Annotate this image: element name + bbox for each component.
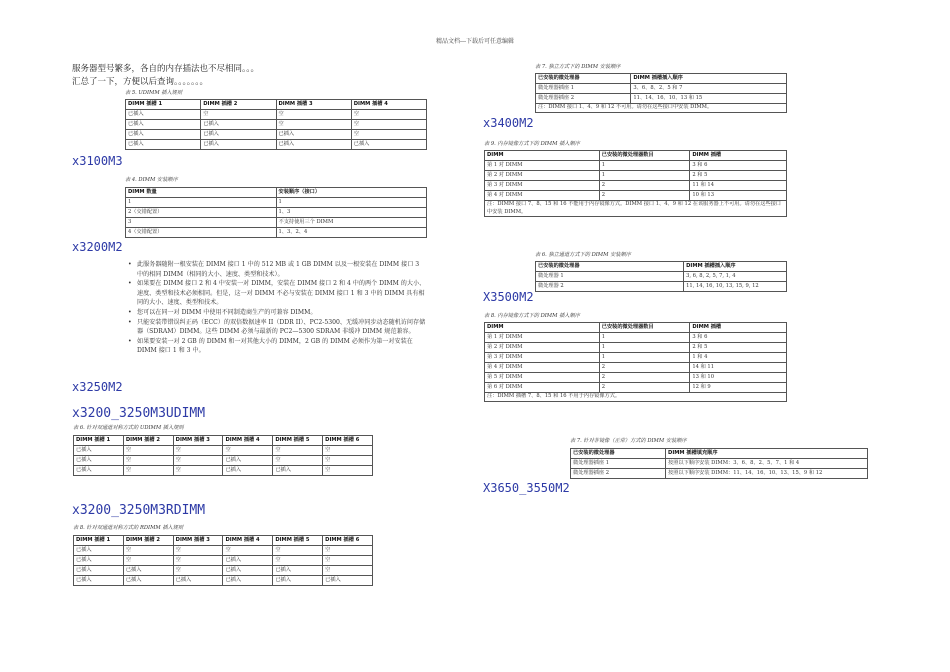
table-cell: 2	[599, 191, 690, 201]
table-cell: 空	[173, 546, 223, 556]
table-row	[126, 120, 427, 130]
independent-channel-order-table	[535, 261, 787, 292]
table-row	[536, 94, 787, 104]
table-cell: 2	[599, 373, 690, 383]
table-row	[485, 171, 787, 181]
table-cell: 空	[273, 546, 323, 556]
table-cell: 空	[273, 446, 323, 456]
table-cell: 1、3	[276, 208, 427, 218]
table-header-row	[126, 188, 427, 198]
table-cell: 第 6 对 DIMM	[485, 383, 600, 393]
section-title-udimm: x3200_3250M3UDIMM	[72, 406, 206, 421]
table-header-row	[485, 323, 787, 333]
table9-caption: 表 9. 内存镜像方式下的 DIMM 插入顺序	[484, 141, 580, 147]
table-cell: 空	[323, 466, 373, 476]
table-cell: 空	[323, 546, 373, 556]
table-cell: 已插入	[223, 456, 273, 466]
table-cell: 已插入	[273, 576, 323, 586]
table-cell: 已插入	[74, 556, 124, 566]
table-header-row	[485, 151, 787, 161]
table-row	[485, 161, 787, 171]
table-cell: 11, 14, 16, 10, 13, 15, 9, 12	[684, 282, 787, 292]
table-header-cell: DIMM 插槽 1	[126, 100, 201, 110]
table-header-cell: DIMM 插槽 2	[123, 536, 173, 546]
table-header-cell: DIMM 插槽	[690, 151, 787, 161]
table-row	[126, 110, 427, 120]
table-cell: 已插入	[323, 576, 373, 586]
table-cell: 空	[173, 556, 223, 566]
note-bullet: • 只能安装带错误纠正码（ECC）的双倍数据速率 II（DDR II）、PC2-5300、无缓冲同步动态随机访问存储器（SDRAM）DIMM。这些 DIMM 必须与最新的 PC2—5300 SDRAM 非缓冲 DIMM 规范兼容。	[128, 318, 426, 337]
table-cell: 空	[123, 466, 173, 476]
table-cell: 空	[351, 130, 426, 140]
non-mirroring-order-table	[570, 448, 868, 479]
table-cell: 第 4 对 DIMM	[485, 191, 600, 201]
table-cell: 3 和 6	[690, 161, 787, 171]
table-cell: 已插入	[74, 456, 124, 466]
table-cell: 3、6、8、2、5 和 7	[631, 84, 787, 94]
table-row	[74, 546, 373, 556]
table-header-cell: DIMM 插槽 6	[323, 536, 373, 546]
table7c-caption: 表 7. 针对非镜像（正常）方式的 DIMM 安装顺序	[570, 438, 687, 444]
table-row	[485, 373, 787, 383]
table-header-row	[536, 74, 787, 84]
table-header-cell: DIMM 插槽 3	[276, 100, 351, 110]
table-row	[485, 333, 787, 343]
table-cell: 空	[223, 446, 273, 456]
table6-caption: 表 6. 针对双通道对称方式的 UDIMM 插入规则	[73, 425, 184, 431]
table-row	[74, 466, 373, 476]
table-cell: 按照以下顺序安装 DIMM：11、14、16、10、13、15、9 和 12	[666, 469, 868, 479]
table-cell: 14 和 11	[690, 363, 787, 373]
table-row	[485, 191, 787, 201]
table-header-cell: DIMM	[485, 323, 600, 333]
table-cell: 1	[276, 198, 427, 208]
table-cell: 空	[351, 120, 426, 130]
table7-caption: 表 7. 独立方式下的 DIMM 安装顺序	[535, 64, 621, 70]
page-header: 精品文档---下载后可任意编辑	[435, 38, 515, 45]
dimm-install-order-table	[125, 187, 427, 238]
model-label-x3100: x3100M3	[72, 154, 123, 168]
table-header-cell: 已安装的微处理器数目	[599, 151, 690, 161]
table-cell: 已插入	[273, 466, 323, 476]
table-cell: 已插入	[126, 140, 201, 150]
table-cell: 已插入	[201, 130, 276, 140]
model-label-x3250: x3250M2	[72, 380, 123, 394]
table-cell: 已插入	[74, 546, 124, 556]
model-label-x3500: X3500M2	[483, 290, 534, 304]
table-cell: 已插入	[273, 566, 323, 576]
table-header-row	[74, 536, 373, 546]
table-cell: 微处理器插座 1	[536, 84, 631, 94]
note-bullet: • 如果要在 DIMM 接口 2 和 4 中安装一对 DIMM，安装在 DIMM 接口 2 和 4 中的两个 DIMM 的大小、速度、类型和技术必须相同。但是，这一对 DIMM 不必与安装在 DIMM 接口 1 和 3 中的 DIMM 具有相同的大小、速度、类型和技术。	[128, 279, 426, 308]
table-cell: 1、3、2、4	[276, 228, 427, 238]
table-row	[485, 383, 787, 393]
note-bullet: • 如果要安装一对 2 GB 的 DIMM 和一对其他大小的 DIMM，2 GB 的 DIMM 必须作为第一对安装在 DIMM 接口 1 和 3 中。	[128, 337, 426, 356]
table-cell: 空	[173, 446, 223, 456]
table-cell: 第 3 对 DIMM	[485, 181, 600, 191]
independent-mode-order-table	[535, 73, 787, 113]
table-cell: 已插入	[126, 130, 201, 140]
table-header-cell: DIMM 插槽 5	[273, 536, 323, 546]
table-row	[485, 353, 787, 363]
table-header-cell: DIMM 插槽 1	[74, 436, 124, 446]
table8-rdimm-caption: 表 8. 针对双通道对称方式的 RDIMM 插入规则	[73, 525, 184, 531]
table-header-cell: DIMM 插槽 4	[223, 536, 273, 546]
table-cell: 12 和 9	[690, 383, 787, 393]
table-cell: 第 3 对 DIMM	[485, 353, 600, 363]
table-header-cell: DIMM 插槽插入顺序	[684, 262, 787, 272]
table-header-cell: DIMM 插槽 4	[351, 100, 426, 110]
table-cell: 第 1 对 DIMM	[485, 161, 600, 171]
table-cell: 3 和 6	[690, 333, 787, 343]
table-header-cell: 安装顺序（接口）	[276, 188, 427, 198]
table-header-cell: DIMM 插槽 2	[201, 100, 276, 110]
table-row	[536, 84, 787, 94]
table-cell: 已插入	[123, 576, 173, 586]
table-note: 注：DIMM 接口 7、8、15 和 16 不能用于内存镜像方式。DIMM 接口 1、4、9 和 12 在该服务器上不可用。请勿在这些接口中安装 DIMM。	[485, 201, 787, 217]
table-cell: 第 2 对 DIMM	[485, 171, 600, 181]
table-cell: 2 和 5	[690, 171, 787, 181]
table-header-cell: DIMM 插槽插入顺序	[631, 74, 787, 84]
table-row	[74, 576, 373, 586]
table-cell: 按照以下顺序安装 DIMM：3、6、8、2、5、7、1 和 4	[666, 459, 868, 469]
table-cell: 已插入	[126, 120, 201, 130]
table-row	[485, 363, 787, 373]
table-header-row	[74, 436, 373, 446]
table-note-row	[485, 393, 787, 402]
section-title-rdimm: x3200_3250M3RDIMM	[72, 503, 206, 518]
table-cell: 微处理器插座 2	[571, 469, 666, 479]
table-row	[126, 208, 427, 218]
table-cell: 1	[126, 198, 277, 208]
table-cell: 空	[201, 110, 276, 120]
table-cell: 已插入	[126, 110, 201, 120]
note-bullet: • 此服务器随附一根安装在 DIMM 接口 1 中的 512 MB 或 1 GB DIMM 以及一根安装在 DIMM 接口 3 中的相同 DIMM（相同的大小、速度、类型和技术）。	[128, 260, 426, 279]
table-cell: 微处理器 2	[536, 282, 684, 292]
table8b-caption: 表 8. 内存镜像方式下的 DIMM 插入顺序	[484, 313, 580, 319]
intro-line-2: 汇总了一下，方便以后查询。。。。。。。	[72, 77, 209, 87]
table-header-cell: DIMM 数量	[126, 188, 277, 198]
table-cell: 已插入	[351, 140, 426, 150]
table-cell: 1	[599, 343, 690, 353]
table-row	[536, 282, 787, 292]
udimm-rules-table	[125, 99, 427, 150]
table-cell: 已插入	[74, 576, 124, 586]
table-cell: 已插入	[201, 140, 276, 150]
table-cell: 已插入	[223, 566, 273, 576]
table-cell: 空	[351, 110, 426, 120]
table-row	[536, 272, 787, 282]
table-header-cell: DIMM 插槽	[690, 323, 787, 333]
table-cell: 1	[599, 333, 690, 343]
table-cell: 2	[599, 363, 690, 373]
table-cell: 空	[323, 456, 373, 466]
table-row	[485, 181, 787, 191]
table-cell: 已插入	[74, 446, 124, 456]
table-header-cell: DIMM 插槽填充顺序	[666, 449, 868, 459]
table-cell: 已插入	[173, 576, 223, 586]
table-header-row	[571, 449, 868, 459]
table-cell: 不支持使用三个 DIMM	[276, 218, 427, 228]
table-cell: 11 和 14	[690, 181, 787, 191]
table-note-row	[485, 201, 787, 217]
mirroring-mode-order-table	[484, 150, 787, 217]
table-cell: 微处理器插座 2	[536, 94, 631, 104]
table-cell: 已插入	[223, 576, 273, 586]
table-cell: 已插入	[74, 466, 124, 476]
table-header-row	[126, 100, 427, 110]
table-cell: 空	[276, 110, 351, 120]
table-cell: 已插入	[223, 466, 273, 476]
table-cell: 微处理器插座 1	[571, 459, 666, 469]
table-cell: 空	[276, 120, 351, 130]
model-label-x3400: x3400M2	[483, 116, 534, 130]
table-header-cell: 已安装的微处理器	[536, 262, 684, 272]
table-row	[126, 218, 427, 228]
model-label-x3650: X3650_3550M2	[483, 481, 570, 495]
model-label-x3200: x3200M2	[72, 240, 123, 254]
table-header-cell: 已安装的微处理器	[571, 449, 666, 459]
table-row	[126, 228, 427, 238]
rdimm-dual-channel-table	[73, 535, 373, 586]
table-cell: 1	[599, 353, 690, 363]
table-cell: 11、14、16、10、13 和 15	[631, 94, 787, 104]
table-header-row	[536, 262, 787, 272]
table-cell: 第 1 对 DIMM	[485, 333, 600, 343]
table-cell: 空	[173, 566, 223, 576]
table-cell: 3	[126, 218, 277, 228]
table-row	[74, 446, 373, 456]
table-cell: 空	[273, 456, 323, 466]
table-header-cell: 已安装的微处理器	[536, 74, 631, 84]
table-header-cell: DIMM 插槽 2	[123, 436, 173, 446]
table-header-cell: DIMM 插槽 6	[323, 436, 373, 446]
table-cell: 空	[173, 456, 223, 466]
table-row	[126, 130, 427, 140]
table-cell: 13 和 10	[690, 373, 787, 383]
table-note: 注：DIMM 插槽 7、8、15 和 16 不用于内存镜像方式。	[485, 393, 787, 402]
table-cell: 空	[323, 556, 373, 566]
table4-caption: 表 4. DIMM 安装顺序	[125, 177, 178, 183]
table-cell: 空	[223, 546, 273, 556]
intro-line-1: 服务器型号繁多，各自的内存插法也不尽相同。。。	[72, 64, 260, 74]
table-cell: 第 2 对 DIMM	[485, 343, 600, 353]
table-header-cell: 已安装的微处理器数目	[599, 323, 690, 333]
install-notes-list	[128, 260, 426, 356]
udimm-dual-channel-table	[73, 435, 373, 476]
table-cell: 空	[123, 446, 173, 456]
table-cell: 第 4 对 DIMM	[485, 363, 600, 373]
table-cell: 1	[599, 171, 690, 181]
table-row	[74, 456, 373, 466]
table-header-cell: DIMM 插槽 4	[223, 436, 273, 446]
table-cell: 1 和 4	[690, 353, 787, 363]
table-header-cell: DIMM 插槽 5	[273, 436, 323, 446]
table-header-cell: DIMM 插槽 3	[173, 436, 223, 446]
table-cell: 已插入	[223, 556, 273, 566]
table-header-cell: DIMM	[485, 151, 600, 161]
table-cell: 2	[599, 181, 690, 191]
table-cell: 已插入	[276, 140, 351, 150]
table-cell: 微处理器 1	[536, 272, 684, 282]
table5-caption: 表 5. UDIMM 插入规则	[125, 90, 183, 96]
table-cell: 空	[123, 556, 173, 566]
table-cell: 已插入	[74, 566, 124, 576]
table-row	[571, 469, 868, 479]
table-row	[126, 140, 427, 150]
table-cell: 3, 6, 8, 2, 5, 7, 1, 4	[684, 272, 787, 282]
table-cell: 已插入	[123, 566, 173, 576]
table-row	[571, 459, 868, 469]
table-cell: 10 和 13	[690, 191, 787, 201]
note-bullet: • 您可以在同一对 DIMM 中使用不同制造商生产的可兼容 DIMM。	[128, 308, 426, 318]
table-note-row	[536, 104, 787, 113]
table-cell: 空	[123, 456, 173, 466]
table-cell: 已插入	[201, 120, 276, 130]
table-cell: 1	[599, 161, 690, 171]
table-row	[126, 198, 427, 208]
table-cell: 2（交错配置）	[126, 208, 277, 218]
table-header-cell: DIMM 插槽 3	[173, 536, 223, 546]
table-note: 注：DIMM 接口 1、4、9 和 12 不可用。请勿在这些接口中安装 DIMM。	[536, 104, 787, 113]
table-cell: 空	[273, 556, 323, 566]
table-cell: 空	[173, 466, 223, 476]
table-cell: 空	[123, 546, 173, 556]
table-cell: 2 和 5	[690, 343, 787, 353]
table-row	[485, 343, 787, 353]
table-cell: 已插入	[276, 130, 351, 140]
table-cell: 第 5 对 DIMM	[485, 373, 600, 383]
table6b-caption: 表 6. 独立通道方式下的 DIMM 安装顺序	[535, 252, 631, 258]
table-row	[74, 566, 373, 576]
table-row	[74, 556, 373, 566]
table-cell: 4（交错配置）	[126, 228, 277, 238]
mirroring-order-table-x3500	[484, 322, 787, 402]
table-cell: 空	[323, 566, 373, 576]
table-cell: 2	[599, 383, 690, 393]
table-cell: 空	[323, 446, 373, 456]
table-header-cell: DIMM 插槽 1	[74, 536, 124, 546]
